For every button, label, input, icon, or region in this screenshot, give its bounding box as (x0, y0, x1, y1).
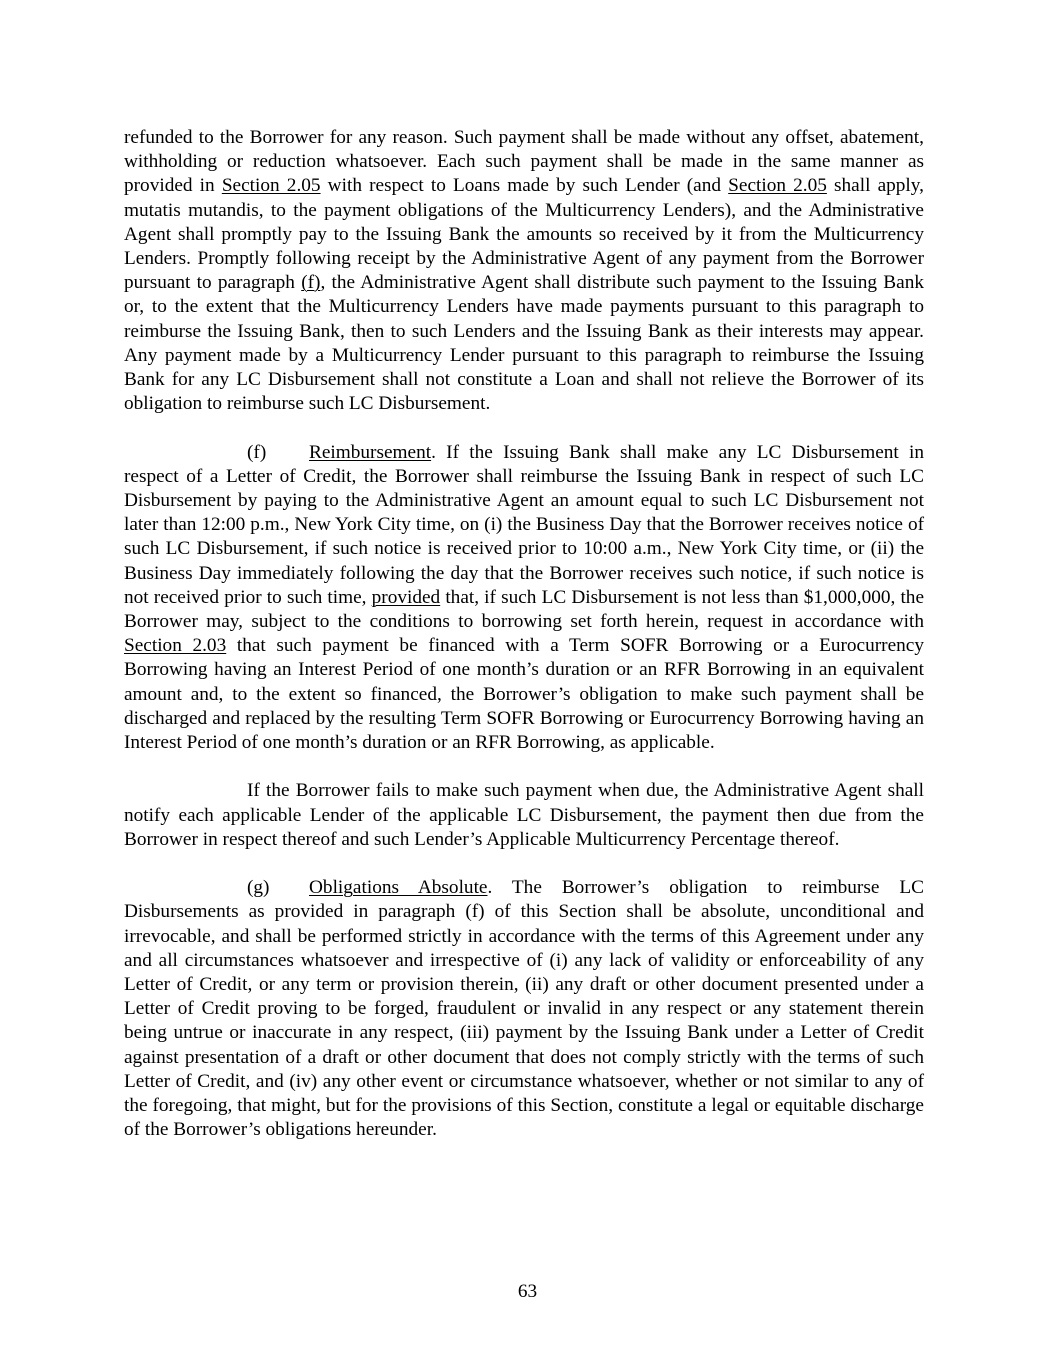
para-text: If the Borrower fails to make such payment when due, the Administrative Agent shall notify each applicable Lender of the applicable LC Disbursement, the payment then due from the Borrower in respect thereof and such Lender’s Applicable Multicurrency Percentage thereof. (124, 780, 924, 850)
para-text: . If the Issuing Bank shall make any LC Disbursement in respect of a Letter of Credit, the Borrower shall reimburse the Issuing Bank in respect of such LC Disbursement by paying to the Administrative Agent an amount equal to such LC Disbursement not later than 12:00 p.m., New York City time, on (i) the Business Day that the Borrower receives notice of such LC Disbursement, if such notice is received prior to 10:00 a.m., New York City time, or (ii) the Business Day immediately following the day that the Borrower receives such notice, if such notice is not received prior to such time, (124, 441, 924, 608)
para-text: , the Administrative Agent shall distribute such payment to the Issuing Bank or, to the extent that the Multicurrency Lenders have made payments pursuant to this paragraph to reimburse the Issuing Bank, then to such Lenders and the Issuing Bank as their interests may appear. Any payment made by a Multicurrency Lender pursuant to this paragraph to reimburse the Issuing Bank for any LC Disbursement shall not constitute a Loan and shall not relieve the Borrower of its obligation to reimburse such LC Disbursement. (124, 272, 924, 415)
para-text: shall apply, mutatis mutandis, to the payment obligations of the Multicurrency Lenders), and the Administrative Agent shall promptly pay to the Issuing Bank the amounts so received by it from the Multicurrency Lenders. Promptly following receipt by the Administrative Agent of any payment from the Borrower pursuant to paragraph (124, 175, 924, 294)
paragraph-heading: Obligations Absolute (309, 877, 488, 899)
paragraph-f-reimbursement (124, 441, 924, 756)
page-number: 63 (517, 1281, 538, 1302)
paragraph-g-obligations-absolute (124, 876, 924, 1142)
document-body (124, 126, 924, 1167)
section-reference: Section 2.03 (124, 635, 227, 657)
paragraph-reference: (f) (301, 272, 321, 294)
para-text: that, if such LC Disbursement is not less than $1,000,000, the Borrower may, subject to the conditions to borrowing set forth herein, request in accordance with (124, 586, 924, 633)
paragraph-continuation (124, 126, 924, 416)
para-text: . The Borrower’s obligation to reimburse LC Disbursements as provided in paragraph (f) of this Section shall be absolute, unconditional and irrevocable, and shall be performed strictly in accordance with the terms of this Agreement under any and all circumstances whatsoever and irrespective of (i) any lack of validity or enforceability of any Letter of Credit, or any term or provision therein, (ii) any draft or other document presented under a Letter of Credit proving to be forged, fraudulent or invalid in any respect or any statement therein being untrue or inaccurate in any respect, (iii) payment by the Issuing Bank under a Letter of Credit against presentation of a draft or other document that does not comply strictly with the terms of such Letter of Credit, and (iv) any other event or circumstance whatsoever, whether or not similar to any of the foregoing, that might, but for the provisions of this Section, constitute a legal or equitable discharge of the Borrower’s obligations hereunder. (124, 877, 924, 1141)
paragraph-marker: (g) (247, 877, 270, 899)
provided-term: provided (371, 586, 441, 608)
paragraph-borrower-fails (124, 779, 924, 852)
para-text: that such payment be financed with a Term SOFR Borrowing or a Eurocurrency Borrowing having an Interest Period of one month’s duration or an RFR Borrowing in an equivalent amount and, to the extent so financed, the Borrower’s obligation to make such payment shall be discharged and replaced by the resulting Term SOFR Borrowing or Eurocurrency Borrowing having an Interest Period of one month’s duration or an RFR Borrowing, as applicable. (124, 635, 924, 754)
paragraph-marker: (f) (247, 441, 267, 463)
para-text: with respect to Loans made by such Lender (and (320, 175, 729, 197)
para-text: refunded to the Borrower for any reason. Such payment shall be made without any offset, abatement, withholding or reduction whatsoever. Each such payment shall be made in the same manner as provided in (124, 127, 924, 197)
paragraph-heading: Reimbursement (309, 441, 432, 463)
section-reference: Section 2.05 (728, 175, 827, 197)
section-reference: Section 2.05 (221, 175, 321, 197)
